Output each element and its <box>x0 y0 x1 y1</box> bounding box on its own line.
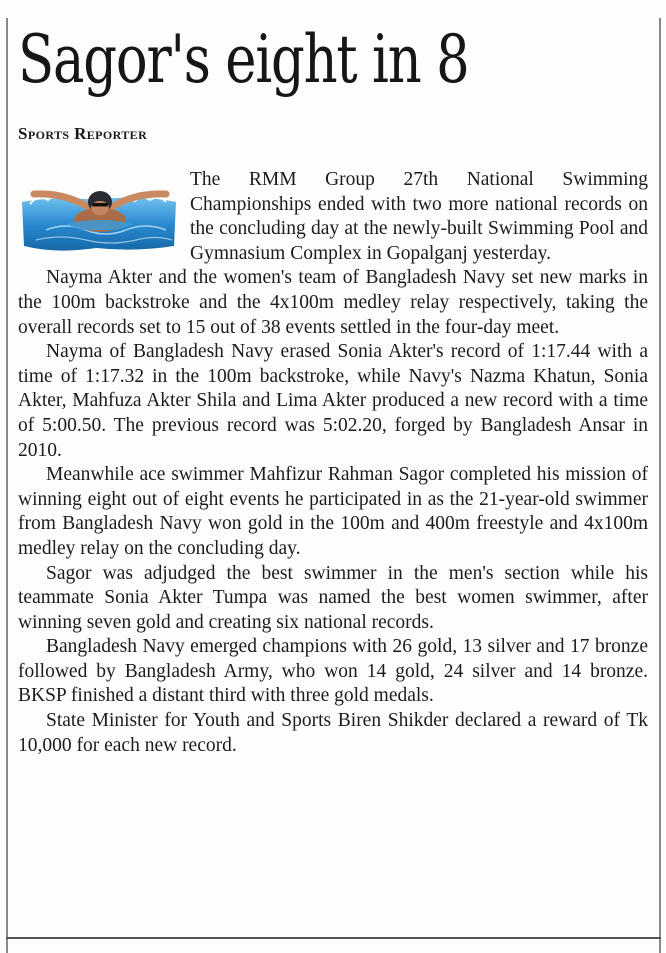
bottom-rule <box>6 937 661 939</box>
paragraph-6: Bangladesh Navy emerged champions with 26 gold, 13 silver and 17 bronze followed by Bangladesh Army, who won 14 gold, 24 silver and 14 bronze. BKSP finished a distant third with three gold medals. <box>18 636 648 707</box>
article-body <box>18 168 648 758</box>
paragraph-7: State Minister for Youth and Sports Biren Shikder declared a reward of Tk 10,000 for each new record. <box>18 710 648 756</box>
paragraph-2: Nayma Akter and the women's team of Bangladesh Navy set new marks in the 100m backstroke and the 4x100m medley relay respectively, taking the overall records set to 15 out of 38 events settled in the four-day meet. <box>18 267 648 338</box>
paragraph-3: Nayma of Bangladesh Navy erased Sonia Akter's record of 1:17.44 with a time of 1:17.32 in the 100m backstroke, while Navy's Nazma Khatun, Sonia Akter, Mahfuza Akter Shila and Lima Akter produced a new record with a time of 5:00.50. The previous record was 5:02.20, forged by Bangladesh Ansar in 2010. <box>18 341 648 461</box>
paragraph-4: Meanwhile ace swimmer Mahfizur Rahman Sagor completed his mission of winning eight out of eight events he participated in as the 21-year-old swimmer from Bangladesh Navy won gold in the 100m and 400m freestyle and 4x100m medley relay on the concluding day. <box>18 464 648 559</box>
byline: Sports Reporter <box>18 124 148 143</box>
column-rule-right <box>659 18 661 953</box>
column-rule-left <box>6 18 8 953</box>
headline: Sagor's eight in 8 <box>18 21 469 98</box>
paragraph-1: The RMM Group 27th National Swimming Championships ended with two more national records on the concluding day at the newly-built Swimming Pool and Gymnasium Complex in Gopalganj yesterday. <box>190 169 648 264</box>
photo-wrap-spacer <box>18 168 190 266</box>
paragraph-5: Sagor was adjudged the best swimmer in the men's section while his teammate Sonia Akter Tumpa was named the best women swimmer, after winning seven gold and creating six national records. <box>18 562 648 633</box>
